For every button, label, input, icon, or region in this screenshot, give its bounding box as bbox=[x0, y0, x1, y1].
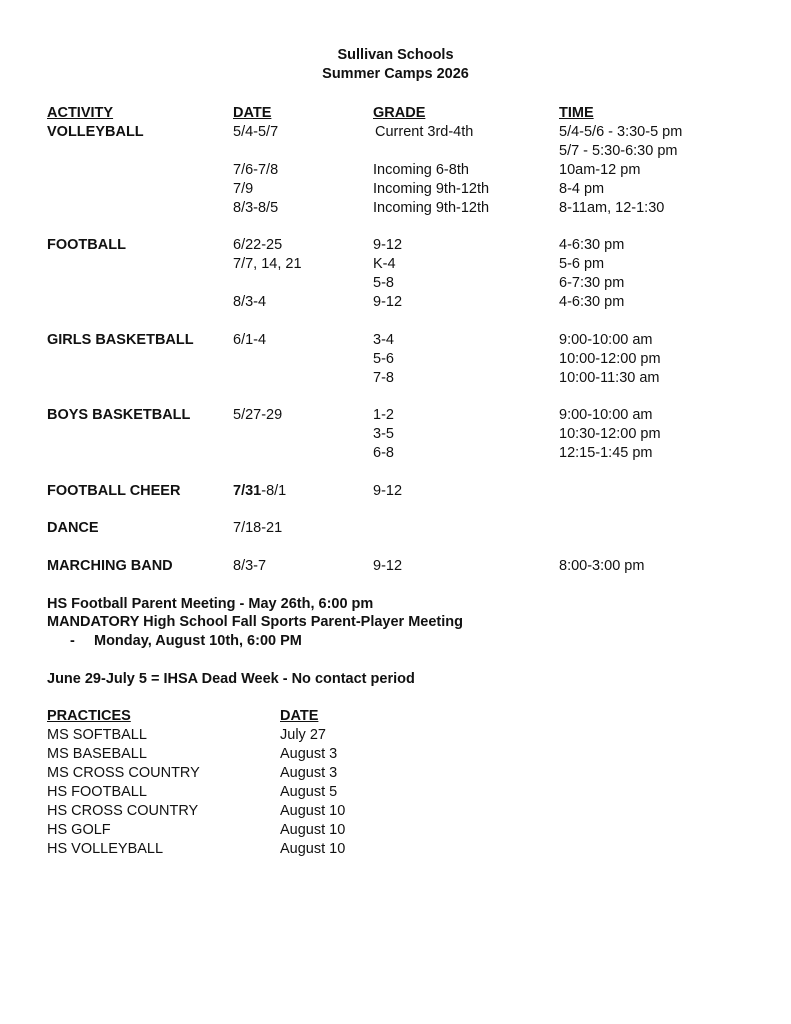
list-item bbox=[0, 764, 791, 783]
table-row bbox=[0, 274, 791, 293]
practices-header-name: PRACTICES bbox=[47, 708, 131, 724]
camp-grade: 3-5 bbox=[373, 426, 394, 442]
camp-grade: Incoming 9th-12th bbox=[373, 200, 490, 216]
practice-date: August 10 bbox=[280, 841, 346, 857]
table-row bbox=[0, 406, 791, 425]
camp-time: 10:00-11:30 am bbox=[559, 370, 660, 386]
table-row bbox=[0, 444, 791, 463]
practice-name: MS SOFTBALL bbox=[47, 727, 147, 743]
camp-time: 10:00-12:00 pm bbox=[559, 351, 661, 367]
practice-date: July 27 bbox=[280, 727, 326, 743]
header-activity: ACTIVITY bbox=[47, 105, 114, 121]
camp-grade: Current 3rd-4th bbox=[375, 124, 474, 140]
parent-meeting-note: HS Football Parent Meeting - May 26th, 6:00 pm bbox=[47, 596, 374, 612]
activity-name: BOYS BASKETBALL bbox=[47, 407, 191, 423]
practice-name: MS BASEBALL bbox=[47, 746, 147, 762]
camp-time: 9:00-10:00 am bbox=[559, 332, 653, 348]
camp-grade: 3-4 bbox=[373, 332, 394, 348]
table-row bbox=[0, 142, 791, 161]
camp-time: 10:30-12:00 pm bbox=[559, 426, 661, 442]
table-row bbox=[0, 123, 791, 142]
practice-date: August 3 bbox=[280, 765, 338, 781]
camp-grade: 6-8 bbox=[373, 445, 394, 461]
table-row bbox=[0, 425, 791, 444]
camp-date: 6/1-4 bbox=[233, 332, 267, 348]
camp-time: 8-11am, 12-1:30 bbox=[559, 200, 665, 216]
table-row bbox=[0, 369, 791, 388]
activity-name: GIRLS BASKETBALL bbox=[47, 332, 194, 348]
table-row bbox=[0, 557, 791, 576]
practice-date: August 5 bbox=[280, 784, 338, 800]
practice-name: HS FOOTBALL bbox=[47, 784, 147, 800]
camp-grade: Incoming 6-8th bbox=[373, 162, 469, 178]
table-row bbox=[0, 350, 791, 369]
practice-name: HS VOLLEYBALL bbox=[47, 841, 164, 857]
practice-date: August 10 bbox=[280, 822, 346, 838]
page-title: Summer Camps 2026 bbox=[322, 66, 469, 82]
camp-grade: 9-12 bbox=[373, 483, 403, 499]
camp-time: 8-4 pm bbox=[559, 181, 605, 197]
org-name: Sullivan Schools bbox=[337, 47, 454, 63]
camp-date: 5/4-5/7 bbox=[233, 124, 279, 140]
practices-header-date: DATE bbox=[280, 708, 319, 724]
table-row bbox=[0, 180, 791, 199]
camp-time: 6-7:30 pm bbox=[559, 275, 625, 291]
list-item bbox=[0, 783, 791, 802]
camp-grade: K-4 bbox=[373, 256, 396, 272]
practice-date: August 10 bbox=[280, 803, 346, 819]
camp-date: 8/3-7 bbox=[233, 558, 267, 574]
practice-name: MS CROSS COUNTRY bbox=[47, 765, 200, 781]
activity-name: DANCE bbox=[47, 520, 99, 536]
camp-time: 12:15-1:45 pm bbox=[559, 445, 653, 461]
camp-time: 4-6:30 pm bbox=[559, 237, 625, 253]
table-row bbox=[0, 293, 791, 312]
practice-date: August 3 bbox=[280, 746, 338, 762]
header-grade: GRADE bbox=[373, 105, 426, 121]
mandatory-date-text: Monday, August 10th, 6:00 PM bbox=[94, 633, 302, 649]
list-item bbox=[0, 840, 791, 859]
camp-date: 7/6-7/8 bbox=[233, 162, 279, 178]
camp-date: 6/22-25 bbox=[233, 237, 283, 253]
camp-time: 9:00-10:00 am bbox=[559, 407, 653, 423]
camp-grade: 5-8 bbox=[373, 275, 394, 291]
camp-grade: 9-12 bbox=[373, 294, 403, 310]
camp-date bbox=[233, 482, 286, 501]
camp-grade: 9-12 bbox=[373, 558, 403, 574]
camp-grade: 7-8 bbox=[373, 370, 394, 386]
table-row bbox=[0, 255, 791, 274]
activity-name: FOOTBALL CHEER bbox=[47, 483, 181, 499]
header-date: DATE bbox=[233, 105, 272, 121]
camp-grade: Incoming 9th-12th bbox=[373, 181, 490, 197]
camp-date: 8/3-4 bbox=[233, 294, 267, 310]
table-row bbox=[0, 519, 791, 538]
camps-header-row bbox=[0, 104, 791, 123]
activity-name: MARCHING BAND bbox=[47, 558, 173, 574]
camp-grade: 5-6 bbox=[373, 351, 394, 367]
camp-date: 8/3-8/5 bbox=[233, 200, 279, 216]
dead-week-note: June 29-July 5 = IHSA Dead Week - No contact period bbox=[47, 671, 415, 687]
camp-time: 5/4-5/6 - 3:30-5 pm bbox=[559, 124, 683, 140]
table-row bbox=[0, 236, 791, 255]
header-time: TIME bbox=[559, 105, 594, 121]
activity-name: VOLLEYBALL bbox=[47, 124, 144, 140]
activity-name: FOOTBALL bbox=[47, 237, 126, 253]
camp-time: 5/7 - 5:30-6:30 pm bbox=[559, 143, 678, 159]
table-row bbox=[0, 161, 791, 180]
camp-date-end: -8/1 bbox=[261, 483, 287, 499]
mandatory-meeting-date bbox=[70, 632, 302, 651]
table-row bbox=[0, 331, 791, 350]
practices-header-row bbox=[0, 707, 791, 726]
camp-time: 10am-12 pm bbox=[559, 162, 641, 178]
camp-date: 7/9 bbox=[233, 181, 254, 197]
practice-name: HS CROSS COUNTRY bbox=[47, 803, 199, 819]
list-item bbox=[0, 802, 791, 821]
table-row bbox=[0, 199, 791, 218]
camp-date: 7/7, 14, 21 bbox=[233, 256, 302, 272]
camp-grade: 9-12 bbox=[373, 237, 403, 253]
camp-date-start: 7/31 bbox=[233, 483, 262, 499]
list-item bbox=[0, 726, 791, 745]
camp-time: 8:00-3:00 pm bbox=[559, 558, 645, 574]
table-row bbox=[0, 482, 791, 501]
mandatory-meeting-note: MANDATORY High School Fall Sports Parent-Player Meeting bbox=[47, 614, 463, 630]
camp-time: 5-6 pm bbox=[559, 256, 605, 272]
camp-date: 7/18-21 bbox=[233, 520, 283, 536]
camp-time: 4-6:30 pm bbox=[559, 294, 625, 310]
practice-name: HS GOLF bbox=[47, 822, 111, 838]
camp-grade: 1-2 bbox=[373, 407, 394, 423]
bullet-dash: - bbox=[70, 633, 75, 649]
camp-date: 5/27-29 bbox=[233, 407, 283, 423]
list-item bbox=[0, 745, 791, 764]
list-item bbox=[0, 821, 791, 840]
